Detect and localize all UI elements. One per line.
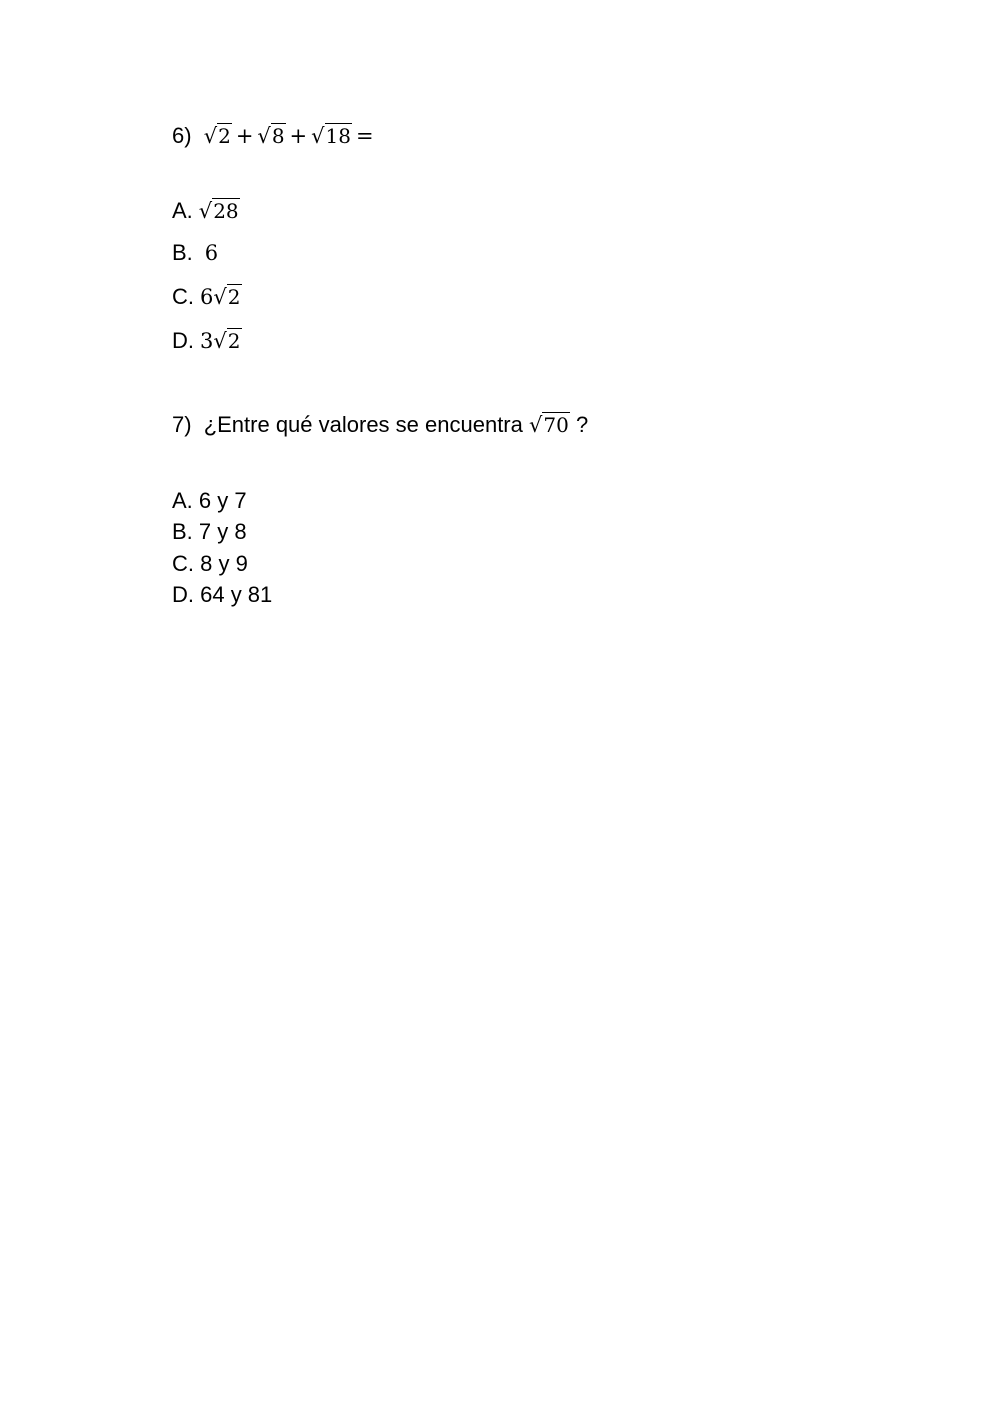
option-b[interactable]: B. 7 y 8 bbox=[172, 519, 247, 544]
sqrt-icon: √ bbox=[213, 285, 227, 309]
sqrt-icon: √ bbox=[311, 124, 325, 148]
radicand: 8 bbox=[271, 124, 285, 148]
plus-operator: + bbox=[289, 124, 308, 148]
sqrt-term bbox=[529, 412, 570, 438]
question-number: 6) bbox=[172, 123, 192, 148]
sqrt-term bbox=[204, 123, 232, 149]
radicand: 2 bbox=[227, 285, 241, 309]
plus-operator: + bbox=[235, 124, 254, 148]
option-c[interactable]: C. 8 y 9 bbox=[172, 551, 248, 576]
sqrt-icon: √ bbox=[198, 199, 213, 223]
option-a[interactable] bbox=[172, 198, 240, 224]
question-text: ¿Entre qué valores se encuentra bbox=[203, 412, 523, 437]
option-value: 6 bbox=[204, 241, 219, 265]
radicand: 2 bbox=[227, 329, 241, 353]
coefficient: 3 bbox=[200, 329, 214, 353]
option-d[interactable] bbox=[172, 328, 242, 354]
sqrt-term bbox=[199, 198, 240, 224]
sqrt-term bbox=[213, 328, 241, 354]
radicand: 28 bbox=[213, 199, 239, 223]
option-letter: B. bbox=[172, 240, 193, 265]
sqrt-icon: √ bbox=[529, 413, 543, 437]
option-letter: A. bbox=[172, 198, 193, 223]
question-7 bbox=[172, 412, 588, 438]
equals-operator: = bbox=[356, 124, 374, 148]
question-mark: ? bbox=[575, 412, 589, 437]
sqrt-term bbox=[311, 123, 352, 149]
sqrt-term bbox=[257, 123, 285, 149]
sqrt-icon: √ bbox=[257, 124, 271, 148]
radicand: 2 bbox=[218, 124, 231, 148]
option-b[interactable] bbox=[172, 240, 218, 266]
option-a[interactable]: A. 6 y 7 bbox=[172, 488, 247, 513]
radicand: 70 bbox=[543, 413, 569, 437]
question-6 bbox=[172, 123, 378, 149]
option-letter: C. bbox=[172, 284, 194, 309]
coefficient: 6 bbox=[200, 285, 214, 309]
sqrt-icon: √ bbox=[213, 329, 227, 353]
option-c[interactable] bbox=[172, 284, 242, 310]
option-d[interactable]: D. 64 y 81 bbox=[172, 582, 273, 607]
sqrt-icon: √ bbox=[203, 124, 218, 148]
option-letter: D. bbox=[172, 328, 194, 353]
sqrt-term bbox=[213, 284, 241, 310]
radicand: 18 bbox=[325, 124, 351, 148]
question-number: 7) bbox=[172, 412, 192, 437]
